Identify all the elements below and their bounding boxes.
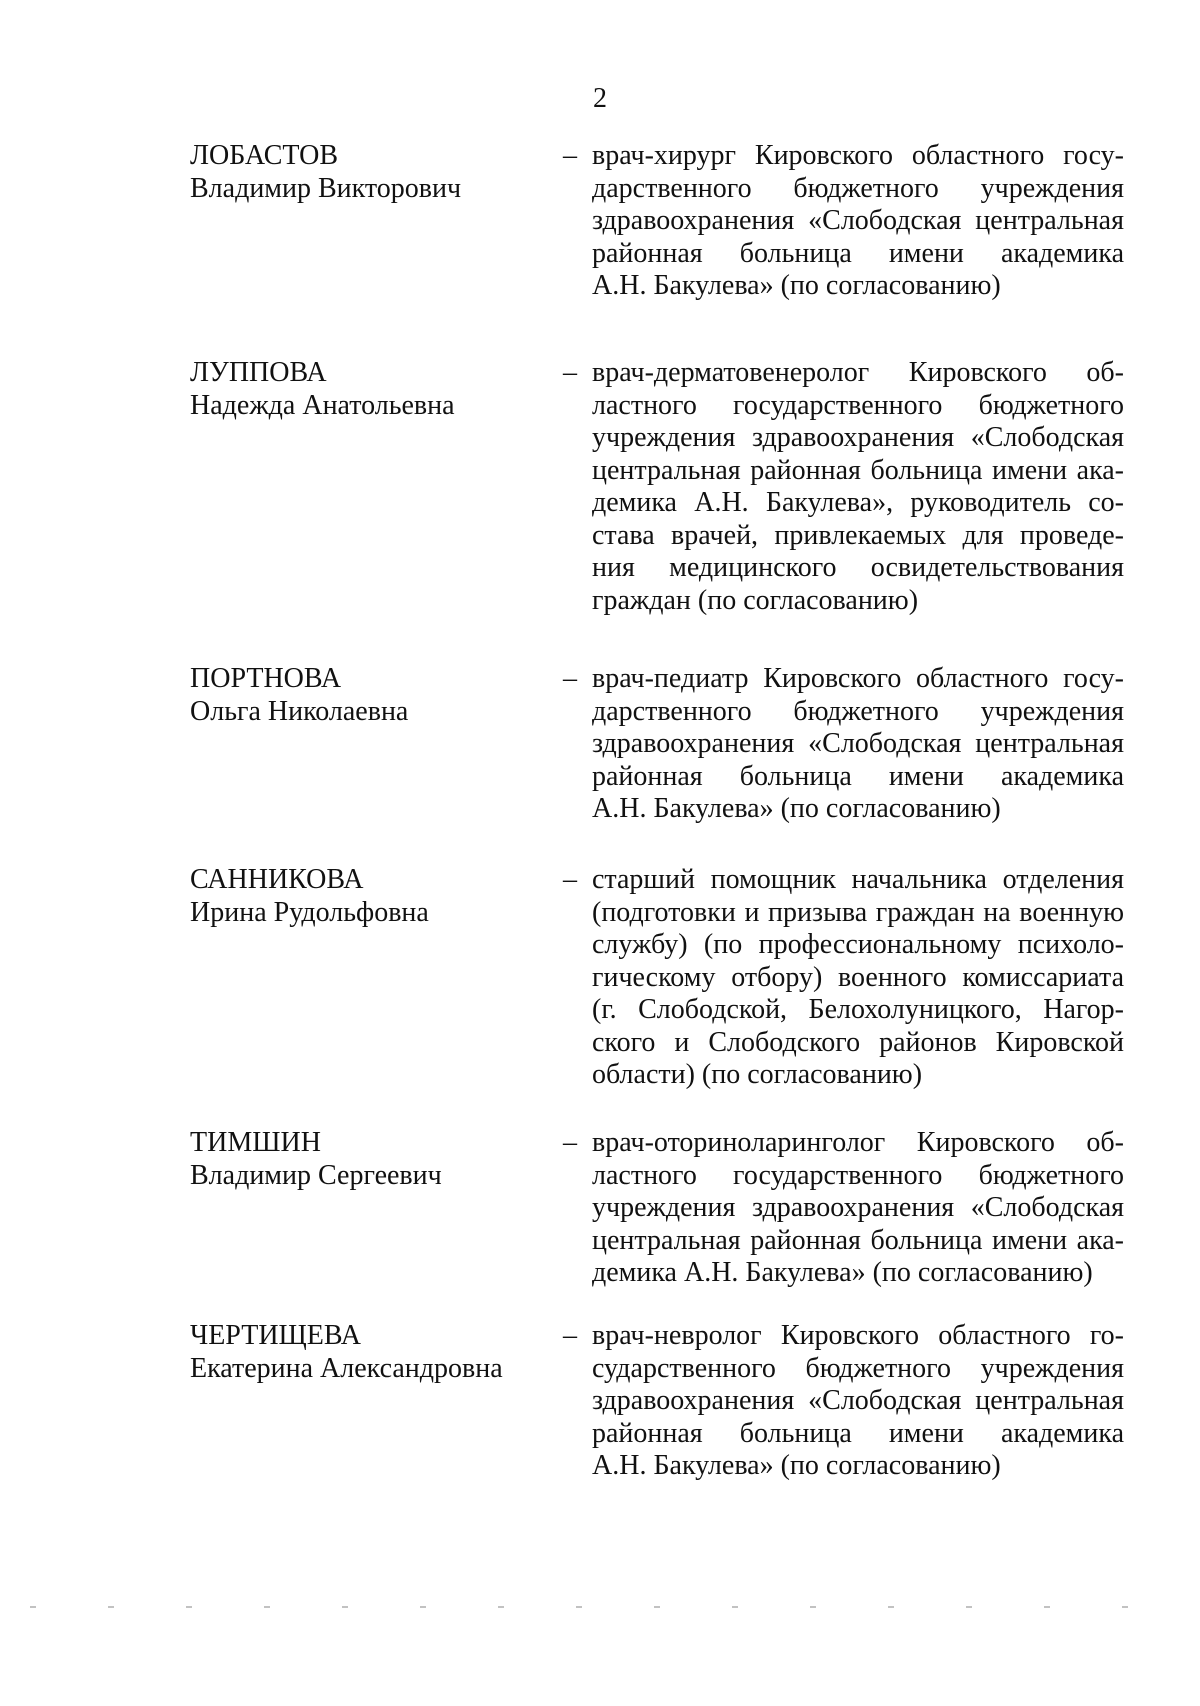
position-line: службу) (по профессиональному психоло- <box>592 929 1124 960</box>
member-name <box>190 1320 550 1385</box>
position-line: врач-оториноларинголог Кировского об- <box>592 1127 1124 1158</box>
member-given-names: Надежда Анатольевна <box>190 389 455 421</box>
member-name <box>190 1127 550 1192</box>
position-line: учреждения здравоохранения «Слободская <box>592 1192 1124 1223</box>
dash-separator: – <box>563 1320 577 1351</box>
member-position <box>592 864 1124 1092</box>
position-line: здравоохранения «Слободская центральная <box>592 728 1124 759</box>
position-line: граждан (по согласованию) <box>592 584 919 616</box>
position-line: ластного государственного бюджетного <box>592 389 1124 421</box>
position-line: сударственного бюджетного учреждения <box>592 1352 1124 1384</box>
position-line: области) (по согласованию) <box>592 1059 923 1090</box>
position-line: А.Н. Бакулева» (по согласованию) <box>592 1450 1001 1481</box>
position-line: здравоохранения «Слободская центральная <box>592 1385 1124 1416</box>
position-line: районная больница имени академика <box>592 1417 1124 1449</box>
member-given-names: Екатерина Александровна <box>190 1352 503 1384</box>
dash-separator: – <box>563 357 577 388</box>
position-line: А.Н. Бакулева» (по согласованию) <box>592 270 1001 301</box>
member-position <box>592 140 1124 303</box>
member-name <box>190 140 550 205</box>
position-line: здравоохранения «Слободская центральная <box>592 205 1124 236</box>
member-surname: ЧЕРТИЩЕВА <box>190 1320 362 1351</box>
member-surname: ЛОБАСТОВ <box>190 140 339 171</box>
dash-separator: – <box>563 140 577 171</box>
bottom-dotted-rule <box>30 1606 1170 1608</box>
position-line: ского и Слободского районов Кировской <box>592 1026 1124 1058</box>
member-position <box>592 1127 1124 1290</box>
member-given-names: Ольга Николаевна <box>190 695 409 727</box>
member-surname: ТИМШИН <box>190 1127 321 1158</box>
position-line: врач-дерматовенеролог Кировского об- <box>592 357 1124 388</box>
page-number: 2 <box>593 83 607 114</box>
member-name <box>190 663 550 728</box>
position-line: старший помощник начальника отделения <box>592 864 1124 895</box>
member-position <box>592 1320 1124 1483</box>
position-line: (подготовки и призыва граждан на военную <box>592 896 1124 928</box>
position-line: врач-педиатр Кировского областного госу- <box>592 663 1124 694</box>
position-line: А.Н. Бакулева» (по согласованию) <box>592 793 1001 824</box>
position-line: (г. Слободской, Белохолуницкого, Нагор- <box>592 994 1124 1025</box>
dash-separator: – <box>563 1127 577 1158</box>
position-line: ластного государственного бюджетного <box>592 1159 1124 1191</box>
position-line: врач-невролог Кировского областного го- <box>592 1320 1124 1351</box>
member-given-names: Ирина Рудольфовна <box>190 896 429 928</box>
member-given-names: Владимир Сергеевич <box>190 1159 442 1191</box>
dash-separator: – <box>563 864 577 895</box>
position-line: демика А.Н. Бакулева», руководитель со- <box>592 487 1124 518</box>
position-line: ния медицинского освидетельствования <box>592 552 1124 583</box>
member-name <box>190 864 550 929</box>
member-surname: ЛУППОВА <box>190 357 327 388</box>
member-surname: САННИКОВА <box>190 864 364 895</box>
position-line: районная больница имени академика <box>592 237 1124 269</box>
member-position <box>592 663 1124 826</box>
position-line: дарственного бюджетного учреждения <box>592 695 1124 727</box>
position-line: врач-хирург Кировского областного госу- <box>592 140 1124 171</box>
member-given-names: Владимир Викторович <box>190 172 462 204</box>
position-line: гическому отбору) военного комиссариата <box>592 961 1124 993</box>
member-surname: ПОРТНОВА <box>190 663 342 694</box>
member-position <box>592 357 1124 617</box>
member-name <box>190 357 550 422</box>
position-line: центральная районная больница имени ака- <box>592 1224 1124 1256</box>
position-line: дарственного бюджетного учреждения <box>592 172 1124 204</box>
position-line: центральная районная больница имени ака- <box>592 454 1124 486</box>
position-line: става врачей, привлекаемых для проведе- <box>592 519 1124 551</box>
dash-separator: – <box>563 663 577 694</box>
position-line: демика А.Н. Бакулева» (по согласованию) <box>592 1257 1093 1288</box>
position-line: учреждения здравоохранения «Слободская <box>592 422 1124 453</box>
position-line: районная больница имени академика <box>592 760 1124 792</box>
